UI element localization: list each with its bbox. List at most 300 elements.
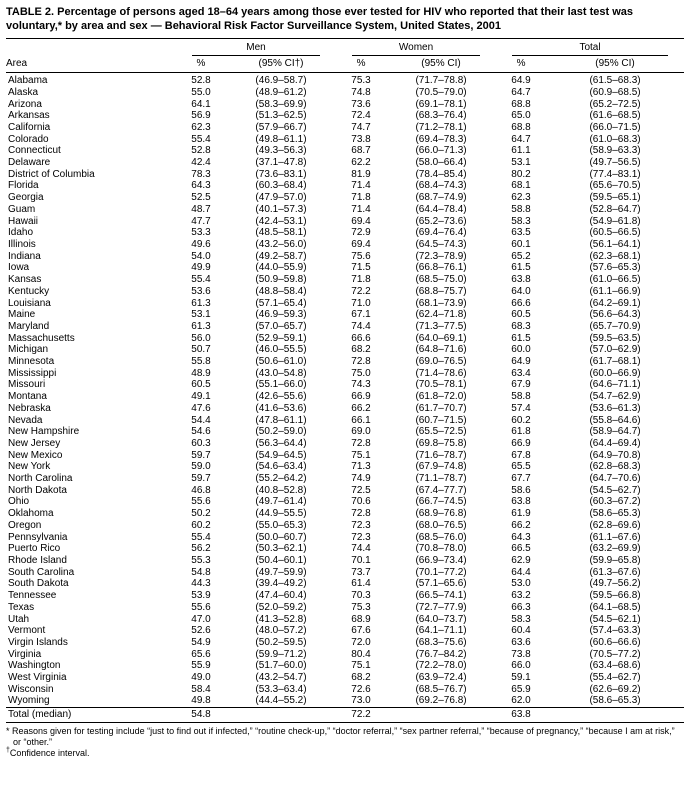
percent-cell: 52.5: [191, 192, 211, 204]
ci-cell: (66.7–74.5): [415, 496, 467, 508]
ci-cell: (50.2–59.0): [255, 426, 307, 438]
table-row: [6, 134, 684, 146]
percent-cell: 54.9: [191, 636, 211, 648]
percent-cell: 72.2: [351, 285, 371, 297]
area-cell: Pennsylvania: [8, 531, 68, 543]
ci-cell: (50.3–62.1): [255, 543, 307, 555]
ci-cell: (60.3–67.2): [589, 496, 641, 508]
area-cell: Massachusetts: [8, 332, 75, 344]
ci-cell: (55.8–64.6): [589, 414, 641, 426]
percent-cell: 71.5: [351, 262, 371, 274]
percent-cell: 74.9: [351, 473, 371, 485]
area-cell: Alaska: [8, 86, 39, 98]
ci-cell: (57.6–65.3): [589, 262, 641, 274]
table-row: [6, 438, 684, 450]
percent-cell: 48.7: [191, 203, 211, 215]
col-header-area: Area: [6, 56, 176, 73]
percent-cell: 65.6: [191, 648, 211, 660]
ci-cell: (47.4–60.4): [255, 590, 307, 602]
table-row: [6, 110, 684, 122]
percent-cell: 64.9: [511, 75, 531, 87]
col-header-total-ci: (95% CI): [546, 56, 684, 73]
percent-cell: 68.3: [511, 320, 531, 332]
area-cell: Louisiana: [8, 297, 51, 309]
percent-cell: 57.4: [511, 402, 531, 414]
area-cell: Nevada: [8, 414, 43, 426]
percent-cell: 74.4: [351, 320, 371, 332]
percent-cell: 73.0: [351, 695, 371, 707]
ci-cell: (55.4–62.7): [589, 672, 641, 684]
percent-cell: 49.9: [191, 262, 211, 274]
column-group-spacer: [6, 39, 176, 57]
percent-cell: 75.0: [351, 367, 371, 379]
area-cell: Connecticut: [8, 145, 61, 157]
ci-cell: (41.3–52.8): [255, 613, 307, 625]
ci-cell: (72.2–78.0): [415, 660, 467, 672]
ci-cell: (48.9–61.2): [255, 86, 307, 98]
ci-cell: (71.7–78.8): [415, 75, 467, 87]
percent-cell: 52.8: [191, 145, 211, 157]
percent-cell: 71.0: [351, 297, 371, 309]
area-cell: Kansas: [8, 274, 42, 286]
percent-cell: 55.6: [191, 601, 211, 613]
percent-cell: 70.1: [351, 554, 371, 566]
ci-cell: (70.5–79.0): [415, 86, 467, 98]
table-row: [6, 426, 684, 438]
ci-cell: (66.5–74.1): [415, 590, 467, 602]
ci-cell: (51.7–60.0): [255, 660, 307, 672]
table-row: [6, 391, 684, 403]
table-row: [6, 192, 684, 204]
area-cell: Illinois: [8, 239, 36, 250]
ci-cell: (63.2–69.9): [589, 543, 641, 555]
percent-cell: 72.8: [351, 437, 371, 449]
percent-cell: 69.4: [351, 239, 371, 250]
percent-cell: 63.8: [511, 274, 531, 286]
table-row: [6, 450, 684, 462]
percent-cell: 52.8: [191, 75, 211, 87]
percent-cell: 58.8: [511, 391, 531, 403]
area-cell: New Hampshire: [8, 426, 80, 438]
percent-cell: 50.7: [191, 344, 211, 356]
ci-cell: (49.2–58.7): [255, 250, 307, 262]
percent-cell: 47.7: [191, 215, 211, 227]
area-cell: Tennessee: [8, 590, 57, 602]
ci-cell: (69.4–78.3): [415, 133, 467, 145]
percent-cell: 65.5: [511, 461, 531, 473]
area-cell: West Virginia: [8, 672, 67, 684]
ci-cell: (50.0–60.7): [255, 531, 307, 543]
area-cell: Kentucky: [8, 285, 50, 297]
ci-cell: (41.6–53.6): [255, 402, 307, 414]
area-cell: Colorado: [8, 133, 49, 145]
table-row: [6, 239, 684, 251]
ci-cell: (48.5–58.1): [255, 227, 307, 239]
percent-cell: 75.1: [351, 660, 371, 672]
table-row: [6, 649, 684, 661]
ci-cell: (64.2–69.1): [589, 297, 641, 309]
area-cell: Washington: [8, 660, 61, 672]
ci-cell: (68.3–76.4): [415, 110, 467, 122]
footnote-dagger: [6, 748, 684, 759]
dagger-symbol: †: [6, 746, 10, 754]
percent-cell: 68.2: [351, 344, 371, 356]
percent-cell: 71.4: [351, 203, 371, 215]
ci-cell: (66.0–71.3): [415, 145, 467, 157]
percent-cell: 66.5: [511, 543, 531, 555]
table-row: [6, 251, 684, 263]
ci-cell: (68.5–76.0): [415, 531, 467, 543]
data-table: [6, 38, 684, 723]
area-cell: Minnesota: [8, 356, 55, 368]
percent-cell: 61.5: [511, 262, 531, 274]
ci-cell: (69.1–78.1): [415, 98, 467, 110]
percent-cell: 55.4: [191, 133, 211, 145]
ci-cell: (49.8–61.1): [255, 133, 307, 145]
ci-cell: (68.3–75.6): [415, 636, 467, 648]
ci-cell: (70.5–78.1): [415, 379, 467, 391]
ci-cell: (48.0–57.2): [255, 625, 307, 637]
ci-cell: (69.0–76.5): [415, 356, 467, 368]
ci-cell: (47.9–57.0): [255, 192, 307, 204]
area-cell: North Dakota: [8, 484, 67, 496]
percent-cell: 62.9: [511, 554, 531, 566]
percent-cell: 46.8: [191, 484, 211, 496]
percent-cell: 61.3: [191, 297, 211, 309]
percent-cell: 70.6: [351, 496, 371, 508]
area-cell: South Carolina: [8, 566, 75, 578]
percent-cell: 61.4: [351, 578, 371, 590]
ci-cell: (68.5–76.7): [415, 683, 467, 695]
table-row: [6, 637, 684, 649]
ci-cell: (58.3–69.9): [255, 98, 307, 110]
area-cell: Vermont: [8, 625, 46, 637]
ci-cell: (61.0–68.3): [589, 133, 641, 145]
percent-cell: 66.1: [351, 414, 371, 426]
ci-cell: (49.7–61.4): [255, 496, 307, 508]
table-row: [6, 321, 684, 333]
footnotes: [6, 726, 684, 758]
percent-cell: 67.1: [351, 309, 371, 321]
percent-cell: 53.0: [511, 578, 531, 590]
percent-cell: 47.6: [191, 402, 211, 414]
ci-cell: (50.4–60.1): [255, 554, 307, 566]
percent-cell: 61.3: [191, 320, 211, 332]
ci-cell: (43.0–54.8): [255, 367, 307, 379]
ci-cell: (46.9–59.3): [255, 309, 307, 321]
percent-cell: 78.3: [191, 168, 211, 180]
percent-cell: 66.0: [511, 660, 531, 672]
table-row: [6, 298, 684, 310]
ci-cell: (43.2–56.0): [255, 239, 307, 250]
percent-cell: 64.0: [511, 285, 531, 297]
percent-cell: 50.2: [191, 508, 211, 520]
ci-cell: (54.6–63.4): [255, 461, 307, 473]
area-cell: Michigan: [8, 344, 49, 356]
percent-cell: 55.6: [191, 496, 211, 508]
table-row: [6, 496, 684, 508]
area-cell: Arkansas: [8, 110, 50, 122]
ci-cell: (66.9–73.4): [415, 554, 467, 566]
ci-cell: (39.4–49.2): [255, 578, 307, 590]
ci-cell: (67.9–74.8): [415, 461, 467, 473]
percent-cell: 52.6: [191, 625, 211, 637]
percent-cell: 59.7: [191, 473, 211, 485]
ci-cell: (71.3–77.5): [415, 320, 467, 332]
ci-cell: (54.5–62.1): [589, 613, 641, 625]
percent-cell: 68.8: [511, 98, 531, 110]
ci-cell: (52.8–64.7): [589, 203, 641, 215]
percent-cell: 74.8: [351, 86, 371, 98]
percent-cell: 64.7: [511, 133, 531, 145]
table-row: [6, 602, 684, 614]
col-group-women: [336, 39, 496, 57]
total-men-ci-empty: [226, 708, 336, 723]
percent-cell: 60.0: [511, 344, 531, 356]
ci-cell: (52.0–59.2): [255, 601, 307, 613]
percent-cell: 56.2: [191, 543, 211, 555]
area-cell: South Dakota: [8, 578, 69, 590]
ci-cell: (59.5–63.5): [589, 332, 641, 344]
ci-cell: (46.0–55.5): [255, 344, 307, 356]
percent-cell: 72.8: [351, 508, 371, 520]
ci-cell: (56.6–64.3): [589, 309, 641, 321]
ci-cell: (70.5–77.2): [589, 648, 641, 660]
ci-cell: (44.0–55.9): [255, 262, 307, 274]
ci-cell: (64.7–70.6): [589, 473, 641, 485]
ci-cell: (71.1–78.7): [415, 473, 467, 485]
ci-cell: (47.8–61.1): [255, 414, 307, 426]
ci-cell: (63.4–68.6): [589, 660, 641, 672]
table-row: [6, 695, 684, 707]
footnote-star: * Reasons given for testing include “just to find out if infected,” “routine check-up,” “doctor referral,” “sex partner referral,” “because of pregnancy,” “because I am at risk,” or “other.”: [6, 726, 675, 747]
percent-cell: 71.3: [351, 461, 371, 473]
percent-cell: 71.8: [351, 274, 371, 286]
ci-cell: (50.9–59.8): [255, 274, 307, 286]
table-row: [6, 614, 684, 626]
total-women-ci-empty: [386, 708, 496, 723]
ci-cell: (60.3–68.4): [255, 180, 307, 192]
ci-cell: (64.5–74.3): [415, 239, 467, 250]
ci-cell: (55.2–64.2): [255, 473, 307, 485]
area-cell: Wyoming: [8, 695, 50, 707]
percent-cell: 59.1: [511, 672, 531, 684]
table-row: [6, 356, 684, 368]
ci-cell: (73.6–83.1): [255, 168, 307, 180]
ci-cell: (40.8–52.8): [255, 484, 307, 496]
ci-cell: (56.1–64.1): [589, 239, 641, 250]
area-cell: California: [8, 121, 51, 133]
percent-cell: 72.9: [351, 227, 371, 239]
table-row: [6, 274, 684, 286]
col-group-women-label: Women: [352, 42, 480, 56]
table-row: [6, 368, 684, 380]
ci-cell: (57.9–66.7): [255, 121, 307, 133]
percent-cell: 66.2: [351, 402, 371, 414]
area-cell: Iowa: [8, 262, 30, 274]
col-header-women-ci: (95% CI): [386, 56, 496, 73]
percent-cell: 74.4: [351, 543, 371, 555]
percent-cell: 49.0: [191, 672, 211, 684]
table-row: [6, 555, 684, 567]
percent-cell: 75.3: [351, 601, 371, 613]
percent-cell: 64.9: [511, 356, 531, 368]
table-row: [6, 672, 684, 684]
percent-cell: 62.3: [511, 192, 531, 204]
table-row: [6, 403, 684, 415]
table-row: [6, 625, 684, 637]
ci-cell: (64.0–73.7): [415, 613, 467, 625]
ci-cell: (69.4–76.4): [415, 227, 467, 239]
percent-cell: 53.1: [191, 309, 211, 321]
ci-cell: (67.4–77.7): [415, 484, 467, 496]
percent-cell: 63.8: [511, 496, 531, 508]
ci-cell: (72.7–77.9): [415, 601, 467, 613]
ci-cell: (69.2–76.8): [415, 695, 467, 707]
table-row: [6, 532, 684, 544]
percent-cell: 55.4: [191, 531, 211, 543]
percent-cell: 65.2: [511, 250, 531, 262]
percent-cell: 73.7: [351, 566, 371, 578]
percent-cell: 72.3: [351, 519, 371, 531]
ci-cell: (48.8–58.4): [255, 285, 307, 297]
total-women-pct: 72.2: [336, 708, 386, 723]
ci-cell: (59.9–71.2): [255, 648, 307, 660]
percent-cell: 62.0: [511, 695, 531, 707]
ci-cell: (78.4–85.4): [415, 168, 467, 180]
percent-cell: 55.3: [191, 554, 211, 566]
percent-cell: 68.1: [511, 180, 531, 192]
ci-cell: (57.0–62.9): [589, 344, 641, 356]
percent-cell: 58.3: [511, 215, 531, 227]
percent-cell: 68.8: [511, 121, 531, 133]
percent-cell: 73.8: [351, 133, 371, 145]
table-row: [6, 508, 684, 520]
area-cell: Wisconsin: [8, 683, 54, 695]
percent-cell: 62.3: [191, 121, 211, 133]
table-row: [6, 99, 684, 111]
total-men-pct: 54.8: [176, 708, 226, 723]
ci-cell: (53.3–63.4): [255, 683, 307, 695]
area-cell: Maine: [8, 309, 36, 321]
percent-cell: 66.9: [351, 391, 371, 403]
ci-cell: (59.5–66.8): [589, 590, 641, 602]
percent-cell: 72.5: [351, 484, 371, 496]
area-cell: New York: [8, 461, 51, 473]
percent-cell: 75.3: [351, 75, 371, 87]
ci-cell: (65.2–72.5): [589, 98, 641, 110]
table-row: [6, 543, 684, 555]
table-row: [6, 157, 684, 169]
area-cell: Rhode Island: [8, 554, 67, 566]
percent-cell: 54.0: [191, 250, 211, 262]
percent-cell: 72.6: [351, 683, 371, 695]
ci-cell: (56.3–64.4): [255, 437, 307, 449]
area-cell: Idaho: [8, 227, 34, 239]
ci-cell: (61.0–66.5): [589, 274, 641, 286]
table-row: [6, 461, 684, 473]
percent-cell: 54.6: [191, 426, 211, 438]
ci-cell: (62.6–69.2): [589, 683, 641, 695]
percent-cell: 66.2: [511, 519, 531, 531]
area-cell: Oklahoma: [8, 508, 54, 520]
ci-cell: (61.1–66.9): [589, 285, 641, 297]
table-body: [6, 73, 684, 708]
percent-cell: 58.8: [511, 203, 531, 215]
area-cell: North Carolina: [8, 473, 73, 485]
ci-cell: (69.8–75.8): [415, 437, 467, 449]
percent-cell: 58.3: [511, 613, 531, 625]
percent-cell: 63.6: [511, 636, 531, 648]
percent-cell: 69.0: [351, 426, 371, 438]
percent-cell: 67.9: [511, 379, 531, 391]
ci-cell: (46.9–58.7): [255, 75, 307, 87]
table-row: [6, 567, 684, 579]
percent-cell: 73.8: [511, 648, 531, 660]
ci-cell: (62.8–69.6): [589, 519, 641, 531]
percent-cell: 72.4: [351, 110, 371, 122]
table-row: [6, 590, 684, 602]
percent-cell: 60.4: [511, 625, 531, 637]
ci-cell: (65.5–72.5): [415, 426, 467, 438]
percent-cell: 44.3: [191, 578, 211, 590]
area-cell: Nebraska: [8, 402, 51, 414]
table-row: [6, 169, 684, 181]
ci-cell: (65.6–70.5): [589, 180, 641, 192]
percent-cell: 75.1: [351, 449, 371, 461]
area-cell: Maryland: [8, 320, 50, 332]
ci-cell: (71.6–78.7): [415, 449, 467, 461]
percent-cell: 74.3: [351, 379, 371, 391]
table-row: [6, 520, 684, 532]
ci-cell: (58.0–66.4): [415, 157, 467, 169]
total-row-label: Total (median): [6, 708, 176, 723]
ci-cell: (51.3–62.5): [255, 110, 307, 122]
percent-cell: 65.9: [511, 683, 531, 695]
percent-cell: 66.6: [511, 297, 531, 309]
ci-cell: (60.0–66.9): [589, 367, 641, 379]
ci-cell: (71.4–78.6): [415, 367, 467, 379]
ci-cell: (66.8–76.1): [415, 262, 467, 274]
percent-cell: 75.6: [351, 250, 371, 262]
ci-cell: (61.7–68.1): [589, 356, 641, 368]
table-row: [6, 122, 684, 134]
ci-cell: (68.1–73.9): [415, 297, 467, 309]
table-row: [6, 578, 684, 590]
ci-cell: (54.9–64.5): [255, 449, 307, 461]
area-cell: Puerto Rico: [8, 543, 61, 555]
ci-cell: (62.4–71.8): [415, 309, 467, 321]
total-row: [6, 708, 684, 723]
percent-cell: 49.6: [191, 239, 211, 250]
ci-cell: (61.1–67.6): [589, 531, 641, 543]
ci-cell: (44.9–55.5): [255, 508, 307, 520]
ci-cell: (61.6–68.5): [589, 110, 641, 122]
ci-cell: (54.5–62.7): [589, 484, 641, 496]
ci-cell: (58.6–65.3): [589, 695, 641, 707]
ci-cell: (64.1–71.1): [415, 625, 467, 637]
ci-cell: (58.9–63.3): [589, 145, 641, 157]
area-cell: Mississippi: [8, 367, 57, 379]
percent-cell: 71.4: [351, 180, 371, 192]
percent-cell: 60.2: [191, 519, 211, 531]
percent-cell: 61.5: [511, 332, 531, 344]
percent-cell: 49.8: [191, 695, 211, 707]
percent-cell: 80.2: [511, 168, 531, 180]
ci-cell: (62.3–68.1): [589, 250, 641, 262]
ci-cell: (64.0–69.1): [415, 332, 467, 344]
percent-cell: 66.6: [351, 332, 371, 344]
